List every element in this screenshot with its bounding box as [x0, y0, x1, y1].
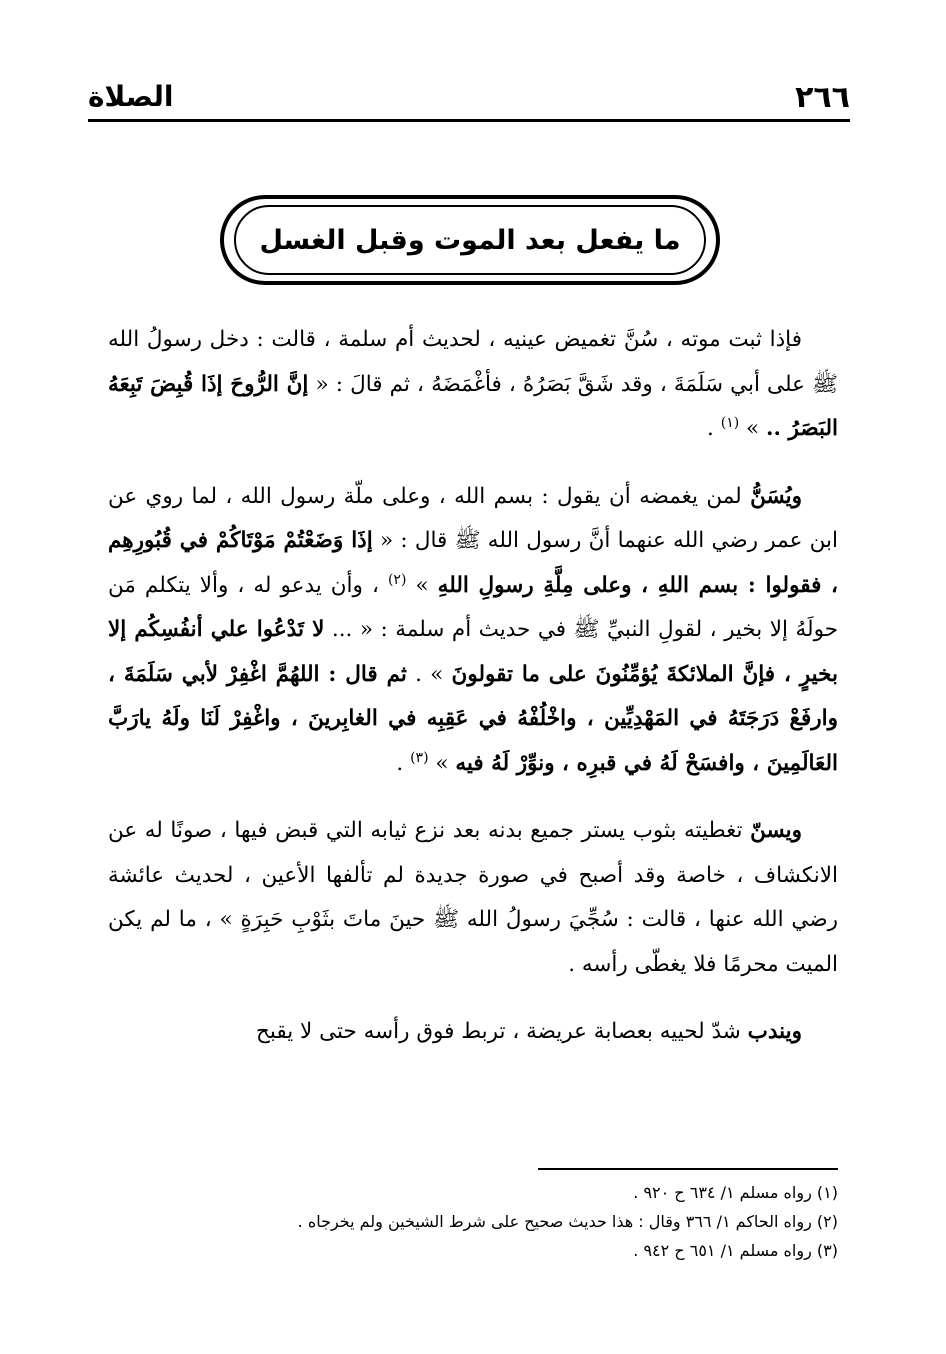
- paragraph-2-text-c: ، وأن يدعو له ، وألا يتكلم مَن حولَهُ إلا بخير ، لقولِ النبيِّ ﷺ في حديث أم سلمة : « ...: [108, 572, 839, 642]
- page-number: ٢٦٦: [795, 80, 850, 115]
- paragraph-4-lead: ويندب: [747, 1019, 802, 1044]
- paragraph-2-text-e: »: [428, 750, 456, 776]
- paragraph-3-lead: ويسنّ: [750, 818, 802, 843]
- footnote-ref-2[interactable]: (٢): [387, 571, 407, 588]
- paragraph-1-text-b: »: [739, 416, 767, 441]
- running-title: الصلاة: [88, 80, 174, 113]
- paragraph-1: [108, 318, 838, 452]
- body-text: [108, 318, 838, 1078]
- paragraph-2-text-b: »: [406, 572, 438, 598]
- footnote-separator: [538, 1168, 838, 1170]
- paragraph-4-text-a: شدّ لحييه بعصابة عريضة ، تربط فوق رأسه حتى لا يقبح: [255, 1019, 748, 1044]
- paragraph-1-text-a: فإذا ثبت موته ، سُنَّ تغميض عينيه ، لحديث أم سلمة ، قالت : دخل رسولُ الله ﷺ على أبي سَلَمَةَ ، وقد شَقَّ بَصَرُهُ ، فأغْمَضَهُ ، ثم قالَ : «: [108, 327, 838, 397]
- section-title: ما يفعل بعد الموت وقبل الغسل: [259, 224, 681, 256]
- footnote-ref-1[interactable]: (١): [720, 414, 740, 431]
- paragraph-2-lead: ويُسَنُّ: [750, 483, 802, 509]
- paragraph-3-text-a: تغطيته بثوب يستر جميع بدنه بعد نزع ثيابه التي قبض فيها ، صونًا له عن الانكشاف ، خاصة وقد أصبح في صورة جديدة لم تألفها الأعين ، لحديث عائشة رضي الله عنها ، قالت : سُجِّيَ رسولُ الله ﷺ حينَ ماتَ بثَوْبِ حَبِرَةٍ » ، ما لم يكن الميت محرمًا فلا يغطّى رأسه .: [108, 818, 838, 977]
- footnote-ref-3[interactable]: (٣): [410, 749, 429, 766]
- footnote-1: (١) رواه مسلم ١/ ٦٣٤ ح ٩٢٠ .: [633, 1183, 838, 1202]
- paragraph-2-hadith: إذَا وَضَعْتُمْ مَوْتَاكُمْ في قُبُورِهِم ، فقولوا : بسم اللهِ ، وعلى مِلَّةِ رسولِ اللهِ: [108, 528, 838, 598]
- page-header: [88, 78, 850, 122]
- paragraph-2-text-a: لمن يغمضه أن يقول : بسم الله ، وعلى ملّة رسول الله ، لما روي عن ابن عمر رضي الله عنهما أنَّ رسول الله ﷺ قال : «: [108, 483, 838, 553]
- paragraph-2-hadith-3: ثم قال : اللهُمَّ اغْفِرْ لأبي سَلَمَةَ ، وارفَعْ دَرَجَتَهُ في المَهْدِيِّين ، واخْلُفْهُ في عَقِبِه في الغابِرينَ ، واغْفِرْ لَنَا ولَهُ يارَبَّ العَالَمِينَ ، وافسَحْ لَهُ في قبرِه ، ونوِّرْ لَهُ فيه: [108, 661, 838, 776]
- paragraph-4: [108, 1010, 838, 1055]
- paragraph-2-text-f: .: [396, 750, 411, 776]
- paragraph-2-text-d: » .: [406, 661, 452, 687]
- paragraph-3: [108, 809, 838, 987]
- footnote-3: (٣) رواه مسلم ١/ ٦٥١ ح ٩٤٢ .: [633, 1241, 838, 1260]
- paragraph-2-hadith-2: لا تَدْعُوا علي أنفُسِكُم إلا بخيرٍ ، فإنَّ الملائكةَ يُؤمِّنُونَ على ما تقولونَ: [108, 617, 838, 687]
- footnote-2: (٢) رواه الحاكم ١/ ٣٦٦ وقال : هذا حديث صحيح على شرط الشيخين ولم يخرجاه .: [297, 1212, 838, 1231]
- paragraph-2: [108, 475, 838, 787]
- paragraph-1-text-c: .: [707, 416, 721, 441]
- section-title-inner-border: [234, 205, 706, 275]
- section-title-frame: [220, 195, 720, 285]
- paragraph-1-hadith: إنَّ الرُّوحَ إذَا قُبِضَ تَبِعَهُ البَصَرُ ..: [108, 371, 838, 441]
- footnotes: [108, 1178, 838, 1265]
